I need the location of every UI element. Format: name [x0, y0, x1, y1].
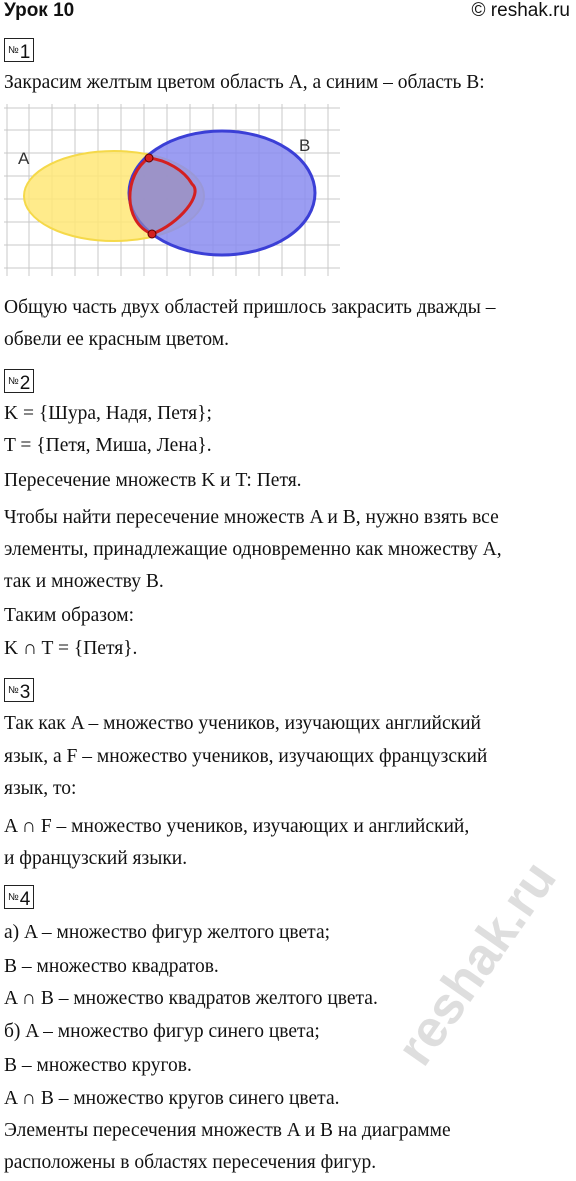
task3-line5: и французский языки.: [4, 848, 188, 869]
label-b: B: [299, 136, 311, 155]
site-credit: © reshak.ru: [471, 0, 570, 21]
task4-line4: б) A – множество фигур синего цвета;: [4, 1021, 320, 1042]
task4-line7: Элементы пересечения множеств A и B на диаграмме: [4, 1120, 451, 1141]
task-number-4: №4: [4, 885, 34, 909]
label-a: A: [18, 149, 30, 168]
venn-diagram: [4, 104, 340, 276]
task-number-3: №3: [4, 678, 34, 702]
task2-line4: Чтобы найти пересечение множеств A и B, нужно взять все: [4, 507, 499, 528]
lesson-title: Урок 10: [4, 0, 75, 21]
task2-line5: элементы, принадлежащие одновременно как множеству A,: [4, 539, 502, 560]
page-header: [0, 0, 576, 24]
task2-line3: Пересечение множеств K и T: Петя.: [4, 470, 302, 491]
task3-line3: язык, то:: [4, 778, 77, 799]
task2-line7: Таким образом:: [4, 605, 135, 626]
task4-line5: B – множество кругов.: [4, 1055, 192, 1076]
intersection-point-top: [145, 154, 153, 162]
task2-line1: K = {Шура, Надя, Петя};: [4, 403, 212, 424]
intersection-point-bottom: [148, 230, 156, 238]
task1-line2: Общую часть двух областей пришлось закрасить дважды –: [4, 297, 496, 318]
task3-line4: A ∩ F – множество учеников, изучающих и английский,: [4, 816, 470, 837]
task4-line1: а) A – множество фигур желтого цвета;: [4, 922, 331, 943]
watermark: reshak.ru: [385, 850, 568, 1076]
task2-line2: T = {Петя, Миша, Лена}.: [4, 435, 212, 456]
task4-line8: расположены в областях пересечения фигур.: [4, 1152, 377, 1173]
task3-line1: Так как A – множество учеников, изучающих английский: [4, 713, 481, 734]
task-number-2: №2: [4, 369, 34, 393]
task3-line2: язык, а F – множество учеников, изучающих французский: [4, 746, 488, 767]
task1-line1: Закрасим желтым цветом область A, а синим – область B:: [4, 72, 485, 93]
task1-line3: обвели ее красным цветом.: [4, 329, 229, 350]
task4-line2: B – множество квадратов.: [4, 956, 219, 977]
task4-line3: A ∩ B – множество квадратов желтого цвета.: [4, 988, 378, 1009]
task4-line6: A ∩ B – множество кругов синего цвета.: [4, 1088, 340, 1109]
task2-line8: K ∩ T = {Петя}.: [4, 638, 138, 659]
task-number-1: №1: [4, 38, 34, 62]
task2-line6: так и множеству B.: [4, 571, 164, 592]
